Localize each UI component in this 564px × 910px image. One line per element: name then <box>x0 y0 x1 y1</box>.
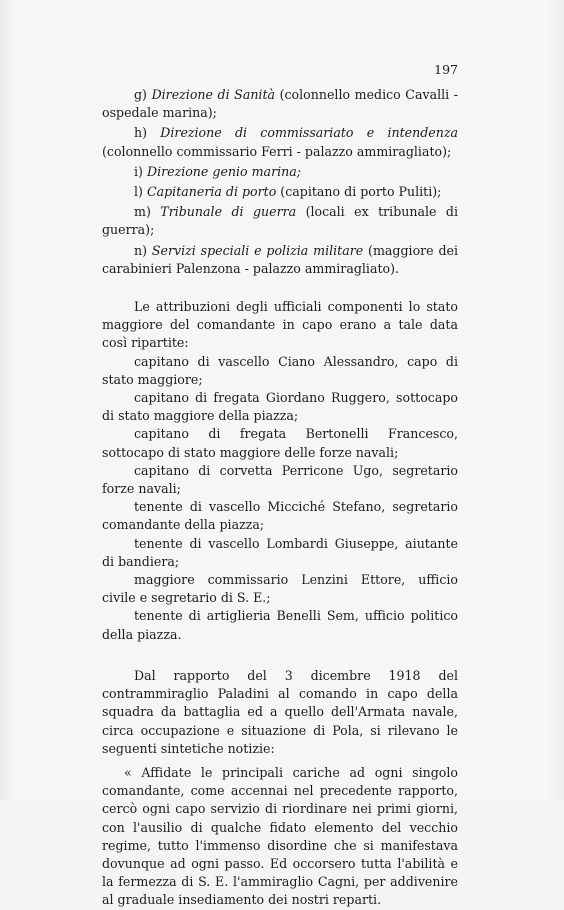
body-text <box>102 86 458 910</box>
staff-item: tenente di artiglieria Benelli Sem, ufficio politico della piazza. <box>102 608 458 642</box>
staff-item: capitano di vascello Ciano Alessandro, capo di stato maggiore; <box>102 353 458 387</box>
office-name: Direzione di Sanità <box>151 87 276 102</box>
office-name: Tribunale di guerra <box>160 204 297 220</box>
staff-item: maggiore commissario Lenzini Ettore, ufficio civile e segretario di S. E.; <box>102 572 458 606</box>
staff-item: capitano di fregata Bertonelli Francesco, sottocapo di stato maggiore delle forze navali; <box>102 426 458 460</box>
directory-item-h: h) Direzione di commissariato e intendenza (colonnello commissario Ferri - palazzo ammiragliato); <box>102 125 458 159</box>
staff-item: capitano di fregata Giordano Ruggero, sottocapo di stato maggiore della piazza; <box>102 390 458 424</box>
directory-item-g: g) Direzione di Sanità (colonnello medico Cavalli - ospedale marina); <box>102 87 458 121</box>
directory-item-n: n) Servizi speciali e polizia militare (maggiore dei carabinieri Palenzona - palazzo ammiragliato). <box>102 242 459 276</box>
staff-item: tenente di vascello Lombardi Giuseppe, aiutante di bandiera; <box>102 535 458 569</box>
quoted-paragraph: « Affidate le principali cariche ad ogni singolo comandante, come accennai nel precedente rapporto, cercò ogni capo servizio di riordinare nei primi giorni, con l'ausilio di qualche fidato elemento del vecchio regime, tutto l'immenso disordine che si manifestava dovunque ad ogni passo. Ed occorsero tutta l'abilità e la fermezza di S. E. l'ammiraglio Cagni, per addivenire al graduale insediamento dei nostri reparti. <box>102 764 458 908</box>
staff-item: tenente di vascello Micciché Stefano, segretario comandante della piazza; <box>102 499 458 533</box>
staff-intro-paragraph: Le attribuzioni degli ufficiali componenti lo stato maggiore del comandante in capo erano a tale data così ripartite: <box>102 299 458 351</box>
report-intro-paragraph: Dal rapporto del 3 dicembre 1918 del contrammiraglio Paladini al comando in capo della squadra da battaglia ed a quello dell'Armata navale, circa occupazione e situazione di Pola, si rilevano le seguenti sintetiche notizie: <box>102 667 458 756</box>
office-name: Direzione genio marina; <box>146 163 301 179</box>
office-name: Servizi speciali e polizia militare <box>151 242 364 258</box>
directory-item-m: m) Tribunale di guerra (locali ex tribunale di guerra); <box>102 204 458 238</box>
staff-item: capitano di corvetta Perricone Ugo, segretario forze navali; <box>102 462 458 497</box>
office-name: Direzione di commissariato e intendenza <box>160 125 458 141</box>
office-name: Capitaneria di porto <box>146 184 277 200</box>
directory-item-i: i) Direzione genio marina; <box>134 163 301 179</box>
directory-item-l: l) Capitaneria di porto (capitano di porto Puliti); <box>134 184 442 200</box>
page-number: 197 <box>434 62 458 77</box>
